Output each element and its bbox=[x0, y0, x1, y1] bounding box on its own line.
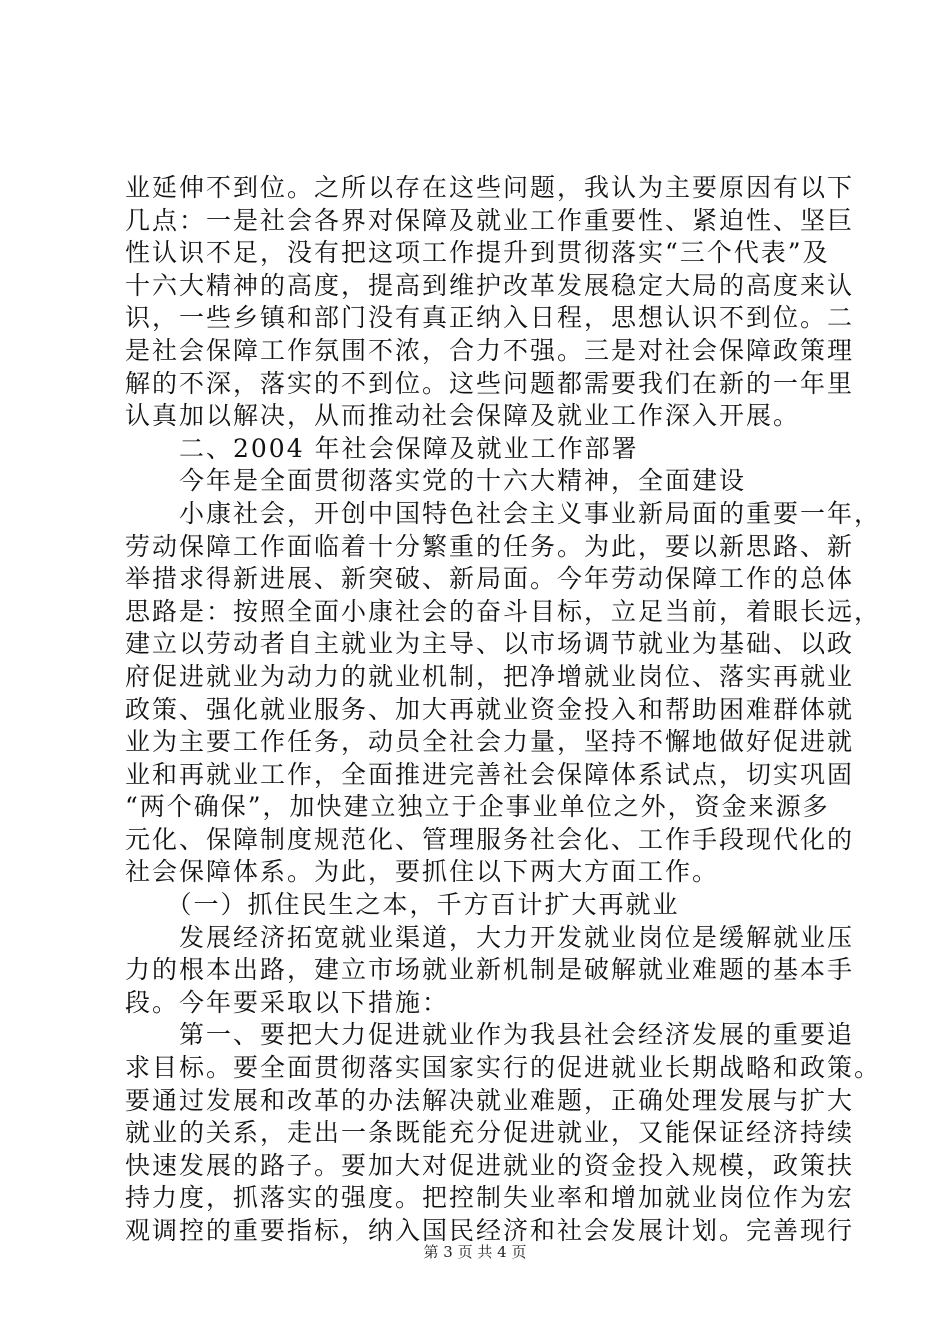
text-line: 劳动保障工作面临着十分繁重的任务。为此，要以新思路、新 bbox=[125, 531, 855, 561]
text-line: 解的不深，落实的不到位。这些问题都需要我们在新的一年里 bbox=[125, 368, 855, 398]
section-heading: 二、2004 年社会保障及就业工作部署 bbox=[125, 433, 639, 463]
text-line: 发展经济拓宽就业渠道，大力开发就业岗位是缓解就业压 bbox=[125, 922, 855, 952]
text-line: 认真加以解决，从而推动社会保障及就业工作深入开展。 bbox=[125, 401, 801, 431]
body-text bbox=[125, 172, 882, 1248]
text-line: 力的根本出路，建立市场就业新机制是破解就业难题的基本手 bbox=[125, 955, 855, 985]
text-line: 思路是：按照全面小康社会的奋斗目标，立足当前，着眼长远， bbox=[125, 596, 882, 626]
text-line: 是社会保障工作氛围不浓，合力不强。三是对社会保障政策理 bbox=[125, 335, 855, 365]
text-line: 持力度，抓落实的强度。把控制失业率和增加就业岗位作为宏 bbox=[125, 1183, 855, 1213]
text-line: “两个确保”，加快建立独立于企事业单位之外，资金来源多 bbox=[125, 792, 830, 822]
text-line: 段。今年要采取以下措施： bbox=[125, 987, 450, 1017]
text-line: 建立以劳动者自主就业为主导、以市场调节就业为基础、以政 bbox=[125, 629, 855, 659]
text-line: 业为主要工作任务，动员全社会力量，坚持不懈地做好促进就 bbox=[125, 727, 855, 757]
page-number-footer: 第 3 页 共 4 页 bbox=[423, 1243, 527, 1261]
subsection-heading: （一）抓住民生之本，千方百计扩大再就业 bbox=[125, 890, 680, 920]
text-line: 几点：一是社会各界对保障及就业工作重要性、紧迫性、坚巨 bbox=[125, 205, 855, 235]
text-line: 第一、要把大力促进就业作为我县社会经济发展的重要追 bbox=[125, 1020, 855, 1050]
text-line: 就业的关系，走出一条既能充分促进就业，又能保证经济持续 bbox=[125, 1118, 855, 1148]
text-line: 快速发展的路子。要加大对促进就业的资金投入规模，政策扶 bbox=[125, 1150, 855, 1180]
text-line: 今年是全面贯彻落实党的十六大精神，全面建设 bbox=[125, 466, 747, 496]
text-line: 社会保障体系。为此，要抓住以下两大方面工作。 bbox=[125, 857, 720, 887]
text-line: 府促进就业为动力的就业机制，把净增就业岗位、落实再就业 bbox=[125, 661, 855, 691]
text-line: 举措求得新进展、新突破、新局面。今年劳动保障工作的总体 bbox=[125, 564, 855, 594]
text-line: 小康社会，开创中国特色社会主义事业新局面的重要一年， bbox=[125, 498, 882, 528]
text-line: 识，一些乡镇和部门没有真正纳入日程，思想认识不到位。二 bbox=[125, 303, 855, 333]
text-line: 元化、保障制度规范化、管理服务社会化、工作手段现代化的 bbox=[125, 824, 855, 854]
text-line: 十六大精神的高度，提高到维护改革发展稳定大局的高度来认 bbox=[125, 270, 855, 300]
text-line: 要通过发展和改革的办法解决就业难题，正确处理发展与扩大 bbox=[125, 1085, 855, 1115]
text-line: 性认识不足，没有把这项工作提升到贯彻落实“三个代表”及 bbox=[125, 238, 830, 268]
text-line: 求目标。要全面贯彻落实国家实行的促进就业长期战略和政策。 bbox=[125, 1053, 882, 1083]
text-line: 业延伸不到位。之所以存在这些问题，我认为主要原因有以下 bbox=[125, 173, 855, 202]
text-line: 业和再就业工作，全面推进完善社会保障体系试点，切实巩固 bbox=[125, 759, 855, 789]
text-line: 政策、强化就业服务、加大再就业资金投入和帮助困难群体就 bbox=[125, 694, 855, 724]
text-line: 观调控的重要指标，纳入国民经济和社会发展计划。完善现行 bbox=[125, 1216, 855, 1245]
